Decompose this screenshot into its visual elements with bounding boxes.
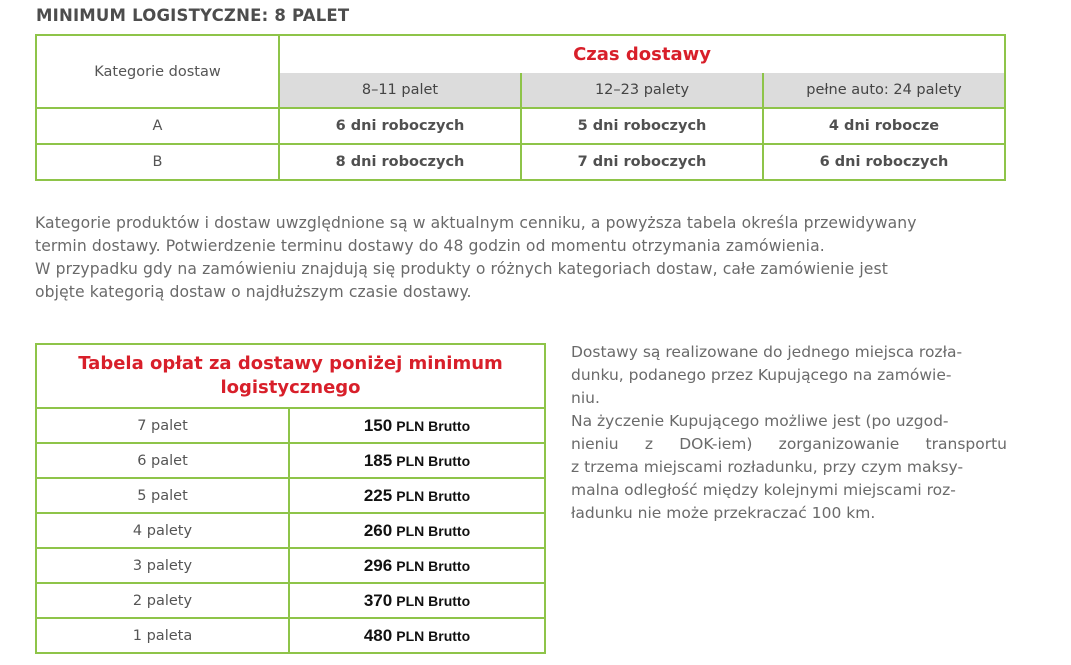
side-text-line: niu. (571, 389, 600, 407)
price-value: 480 (363, 625, 393, 645)
fee-title-line: logistycznego (220, 377, 361, 398)
category-header: Kategorie dostaw (36, 35, 279, 108)
table-row (36, 144, 1005, 180)
side-text-line: Na życzenie Kupującego możliwe jest (po uzgod- (571, 412, 949, 430)
currency-label: PLN Brutto (396, 627, 471, 644)
pallets-cell: 6 palet (36, 443, 289, 478)
category-cell: B (36, 144, 279, 180)
price-value: 260 (363, 520, 393, 540)
column-header: 12–23 palety (521, 73, 763, 108)
info-paragraph (35, 212, 1010, 304)
currency-label: PLN Brutto (396, 592, 471, 609)
paragraph-line: objęte kategorią dostaw o najdłuższym czasie dostawy. (35, 283, 472, 301)
table-row (36, 478, 545, 513)
pallets-cell: 7 palet (36, 408, 289, 443)
side-text-line: Dostawy są realizowane do jednego miejsca rozła- (571, 343, 963, 361)
pallets-cell: 3 palety (36, 548, 289, 583)
fee-title-line: Tabela opłat za dostawy poniżej minimum (78, 353, 503, 374)
table-row (36, 583, 545, 618)
price-cell (289, 408, 545, 443)
table-row (36, 408, 545, 443)
table-row (36, 108, 1005, 144)
pallets-cell: 5 palet (36, 478, 289, 513)
side-text-line: malna odległość między kolejnymi miejscami roz- (571, 481, 956, 499)
paragraph-line: Kategorie produktów i dostaw uwzględnione są w aktualnym cenniku, a powyższa tabela określa przewidywany (35, 214, 917, 232)
table-row (36, 548, 545, 583)
price-value: 296 (363, 555, 393, 575)
price-cell (289, 618, 545, 653)
currency-label: PLN Brutto (396, 557, 471, 574)
delivery-time-cell: 5 dni roboczych (521, 108, 763, 144)
column-header: pełne auto: 24 palety (763, 73, 1005, 108)
price-cell (289, 583, 545, 618)
category-cell: A (36, 108, 279, 144)
column-header: 8–11 palet (279, 73, 521, 108)
price-value: 150 (363, 415, 393, 435)
price-value: 225 (363, 485, 393, 505)
pallets-cell: 4 palety (36, 513, 289, 548)
pallets-cell: 1 paleta (36, 618, 289, 653)
price-cell (289, 548, 545, 583)
delivery-time-cell: 6 dni roboczych (279, 108, 521, 144)
price-value: 370 (363, 590, 393, 610)
price-cell (289, 513, 545, 548)
delivery-time-table (35, 34, 1006, 181)
currency-label: PLN Brutto (396, 452, 471, 469)
price-cell (289, 478, 545, 513)
delivery-time-cell: 8 dni roboczych (279, 144, 521, 180)
currency-label: PLN Brutto (396, 417, 471, 434)
delivery-time-header: Czas dostawy (279, 35, 1005, 73)
fee-table-title (36, 344, 545, 408)
delivery-time-cell: 6 dni roboczych (763, 144, 1005, 180)
pallets-cell: 2 palety (36, 583, 289, 618)
side-text-line: dunku, podanego przez Kupującego na zamówie- (571, 366, 952, 384)
paragraph-line: W przypadku gdy na zamówieniu znajdują się produkty o różnych kategoriach dostaw, całe zamówienie jest (35, 260, 888, 278)
side-text-line: nieniu z DOK-iem) zorganizowanie transportu (571, 435, 1007, 453)
page-heading: MINIMUM LOGISTYCZNE: 8 PALET (36, 6, 350, 25)
currency-label: PLN Brutto (396, 522, 471, 539)
side-text-line: ładunku nie może przekraczać 100 km. (571, 504, 876, 522)
delivery-time-cell: 7 dni roboczych (521, 144, 763, 180)
paragraph-line: termin dostawy. Potwierdzenie terminu dostawy do 48 godzin od momentu otrzymania zamówienia. (35, 237, 825, 255)
price-cell (289, 443, 545, 478)
table-row (36, 618, 545, 653)
delivery-time-cell: 4 dni robocze (763, 108, 1005, 144)
table-row (36, 443, 545, 478)
side-text-line: z trzema miejscami rozładunku, przy czym maksy- (571, 458, 964, 476)
table-row (36, 513, 545, 548)
currency-label: PLN Brutto (396, 487, 471, 504)
price-value: 185 (363, 450, 393, 470)
fee-table (35, 343, 546, 654)
delivery-info-text (571, 341, 1007, 525)
